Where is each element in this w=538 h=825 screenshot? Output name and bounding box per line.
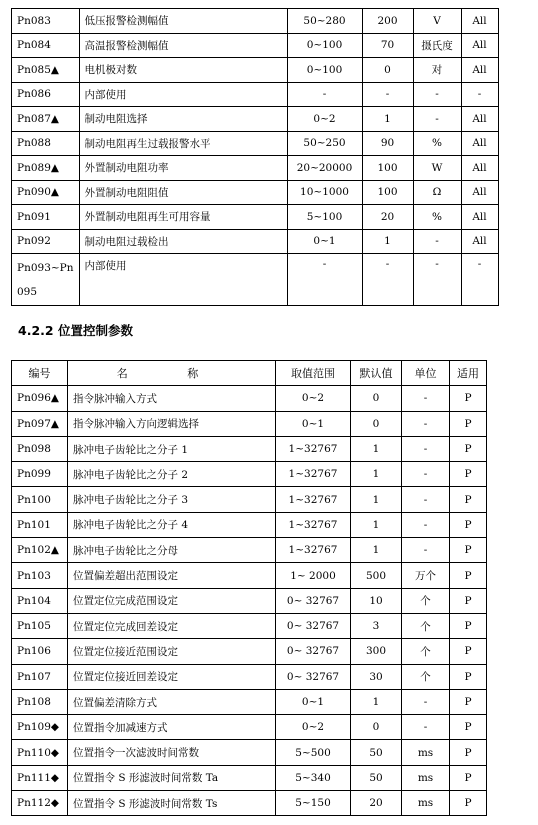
- table-row: [12, 205, 499, 230]
- param-unit: -: [402, 512, 450, 537]
- param-range: 0~1: [276, 411, 351, 436]
- param-unit: -: [413, 107, 461, 132]
- param-range: 0~100: [287, 33, 362, 58]
- param-apply: P: [450, 588, 487, 613]
- param-apply: All: [461, 180, 498, 205]
- param-apply: All: [461, 33, 498, 58]
- param-apply: P: [450, 791, 487, 816]
- table-row: [12, 58, 499, 83]
- param-code: Pn103: [12, 563, 68, 588]
- param-code: Pn093~Pn 095: [12, 254, 80, 306]
- param-unit: %: [413, 205, 461, 230]
- param-range: 0~2: [287, 107, 362, 132]
- param-apply: P: [450, 689, 487, 714]
- param-default: 0: [362, 58, 413, 83]
- param-apply: All: [461, 9, 498, 34]
- table-row: [12, 33, 499, 58]
- param-apply: P: [450, 512, 487, 537]
- param-range: 5~100: [287, 205, 362, 230]
- table-row: [12, 107, 499, 132]
- param-name: 位置指令 S 形滤波时间常数 Ts: [68, 791, 276, 816]
- param-default: 0: [351, 411, 402, 436]
- param-default: 300: [351, 639, 402, 664]
- param-range: 0~1: [276, 689, 351, 714]
- param-range: 50~250: [287, 131, 362, 156]
- param-name: 脉冲电子齿轮比之分子 3: [68, 487, 276, 512]
- param-default: 500: [351, 563, 402, 588]
- param-apply: P: [450, 436, 487, 461]
- param-code: Pn090▲: [12, 180, 80, 205]
- param-unit: -: [402, 487, 450, 512]
- param-name: 位置偏差超出范围设定: [68, 563, 276, 588]
- param-range: 1~32767: [276, 436, 351, 461]
- param-code: Pn091: [12, 205, 80, 230]
- param-name: 脉冲电子齿轮比之分子 1: [68, 436, 276, 461]
- param-name: 位置定位接近回差设定: [68, 664, 276, 689]
- param-default: 100: [362, 180, 413, 205]
- param-unit: V: [413, 9, 461, 34]
- param-apply: P: [450, 664, 487, 689]
- param-apply: P: [450, 740, 487, 765]
- table-row: [12, 386, 487, 411]
- table-row: [12, 563, 487, 588]
- param-default: 50: [351, 740, 402, 765]
- param-range: 0~ 32767: [276, 588, 351, 613]
- param-name: 内部使用: [79, 82, 287, 107]
- param-name: 外置制动电阻再生可用容量: [79, 205, 287, 230]
- param-default: 1: [351, 462, 402, 487]
- param-unit: -: [402, 386, 450, 411]
- param-name: 制动电阻过载检出: [79, 229, 287, 254]
- param-code: Pn099: [12, 462, 68, 487]
- param-unit: ms: [402, 791, 450, 816]
- param-code: Pn112◆: [12, 791, 68, 816]
- param-range: 0~2: [276, 386, 351, 411]
- param-apply: P: [450, 765, 487, 790]
- param-name: 低压报警检测幅值: [79, 9, 287, 34]
- header-range: 取值范围: [276, 361, 351, 386]
- param-apply: All: [461, 229, 498, 254]
- param-unit: -: [402, 689, 450, 714]
- param-default: 30: [351, 664, 402, 689]
- header-unit: 单位: [402, 361, 450, 386]
- param-apply: P: [450, 386, 487, 411]
- param-code: Pn110◆: [12, 740, 68, 765]
- param-apply: -: [461, 254, 498, 306]
- param-default: 0: [351, 715, 402, 740]
- param-unit: ms: [402, 740, 450, 765]
- param-range: 1~32767: [276, 487, 351, 512]
- param-name: 位置指令加减速方式: [68, 715, 276, 740]
- param-name: 内部使用: [79, 254, 287, 306]
- param-unit: 对: [413, 58, 461, 83]
- param-default: 1: [362, 107, 413, 132]
- table-row: [12, 254, 499, 306]
- param-code: Pn085▲: [12, 58, 80, 83]
- table-row: [12, 229, 499, 254]
- parameter-table-continued: [11, 8, 499, 306]
- table-row: [12, 82, 499, 107]
- param-name: 位置定位完成回差设定: [68, 613, 276, 638]
- param-unit: ms: [402, 765, 450, 790]
- param-apply: All: [461, 58, 498, 83]
- param-code: Pn101: [12, 512, 68, 537]
- param-range: 5~500: [276, 740, 351, 765]
- param-code: Pn092: [12, 229, 80, 254]
- table-row: [12, 512, 487, 537]
- header-apply: 适用: [450, 361, 487, 386]
- param-unit: -: [402, 462, 450, 487]
- param-unit: -: [413, 229, 461, 254]
- param-range: 0~ 32767: [276, 664, 351, 689]
- param-default: 1: [351, 689, 402, 714]
- param-apply: P: [450, 639, 487, 664]
- param-default: -: [362, 82, 413, 107]
- param-range: 1~32767: [276, 462, 351, 487]
- param-range: 0~100: [287, 58, 362, 83]
- param-apply: P: [450, 538, 487, 563]
- param-range: 10~1000: [287, 180, 362, 205]
- param-name: 脉冲电子齿轮比之分子 4: [68, 512, 276, 537]
- param-code: Pn107: [12, 664, 68, 689]
- param-unit: 摄氏度: [413, 33, 461, 58]
- param-range: 5~150: [276, 791, 351, 816]
- param-unit: -: [413, 82, 461, 107]
- param-name: 位置偏差清除方式: [68, 689, 276, 714]
- section-heading: 4.2.2 位置控制参数: [18, 323, 133, 338]
- param-unit: -: [402, 436, 450, 461]
- param-default: 100: [362, 156, 413, 181]
- table-row: [12, 639, 487, 664]
- param-name: 指令脉冲输入方式: [68, 386, 276, 411]
- param-unit: -: [413, 254, 461, 306]
- table-row: [12, 131, 499, 156]
- table-row: [12, 791, 487, 816]
- param-code: Pn104: [12, 588, 68, 613]
- param-default: 200: [362, 9, 413, 34]
- param-default: 20: [351, 791, 402, 816]
- param-unit: Ω: [413, 180, 461, 205]
- param-range: 5~340: [276, 765, 351, 790]
- table-row: [12, 588, 487, 613]
- param-code: Pn097▲: [12, 411, 68, 436]
- param-default: 70: [362, 33, 413, 58]
- param-range: 1~ 2000: [276, 563, 351, 588]
- table-row: [12, 664, 487, 689]
- param-name: 脉冲电子齿轮比之分母: [68, 538, 276, 563]
- table-row: [12, 487, 487, 512]
- table-row: [12, 765, 487, 790]
- param-name: 位置定位完成范围设定: [68, 588, 276, 613]
- header-code: 编号: [12, 361, 68, 386]
- param-name: 位置指令 S 形滤波时间常数 Ta: [68, 765, 276, 790]
- table-header-row: [12, 361, 487, 386]
- param-unit: 个: [402, 613, 450, 638]
- header-name: [68, 361, 276, 386]
- param-range: 20~20000: [287, 156, 362, 181]
- param-default: 20: [362, 205, 413, 230]
- param-apply: P: [450, 715, 487, 740]
- param-default: 1: [362, 229, 413, 254]
- param-code: Pn102▲: [12, 538, 68, 563]
- param-name: 制动电阻再生过载报警水平: [79, 131, 287, 156]
- param-name: 位置定位接近范围设定: [68, 639, 276, 664]
- param-unit: %: [413, 131, 461, 156]
- param-default: 0: [351, 386, 402, 411]
- param-unit: -: [402, 411, 450, 436]
- table-row: [12, 715, 487, 740]
- table-row: [12, 462, 487, 487]
- param-range: 1~32767: [276, 512, 351, 537]
- param-apply: All: [461, 156, 498, 181]
- param-code: Pn105: [12, 613, 68, 638]
- top-table-body: [12, 9, 499, 306]
- table-row: [12, 436, 487, 461]
- param-unit: -: [402, 538, 450, 563]
- param-unit: 万个: [402, 563, 450, 588]
- param-code: Pn084: [12, 33, 80, 58]
- param-range: -: [287, 82, 362, 107]
- header-default: 默认值: [351, 361, 402, 386]
- table-row: [12, 689, 487, 714]
- param-code: Pn083: [12, 9, 80, 34]
- param-unit: 个: [402, 588, 450, 613]
- position-control-parameter-table: [11, 360, 487, 816]
- table-row: [12, 156, 499, 181]
- param-default: 90: [362, 131, 413, 156]
- param-default: 1: [351, 538, 402, 563]
- param-default: 1: [351, 436, 402, 461]
- table-row: [12, 411, 487, 436]
- param-default: 3: [351, 613, 402, 638]
- param-code: Pn109◆: [12, 715, 68, 740]
- bottom-table-body: [12, 386, 487, 816]
- param-name: 制动电阻选择: [79, 107, 287, 132]
- param-unit: 个: [402, 664, 450, 689]
- param-apply: -: [461, 82, 498, 107]
- param-default: 1: [351, 487, 402, 512]
- table-row: [12, 9, 499, 34]
- param-name: 外置制动电阻功率: [79, 156, 287, 181]
- param-range: 50~280: [287, 9, 362, 34]
- param-apply: P: [450, 487, 487, 512]
- param-default: -: [362, 254, 413, 306]
- param-range: -: [287, 254, 362, 306]
- param-apply: All: [461, 205, 498, 230]
- param-range: 0~1: [287, 229, 362, 254]
- param-code: Pn106: [12, 639, 68, 664]
- param-default: 10: [351, 588, 402, 613]
- param-code: Pn089▲: [12, 156, 80, 181]
- param-apply: P: [450, 411, 487, 436]
- param-code: Pn086: [12, 82, 80, 107]
- param-code: Pn087▲: [12, 107, 80, 132]
- param-code: Pn100: [12, 487, 68, 512]
- param-apply: All: [461, 131, 498, 156]
- table-row: [12, 538, 487, 563]
- param-code: Pn108: [12, 689, 68, 714]
- param-unit: -: [402, 715, 450, 740]
- param-apply: All: [461, 107, 498, 132]
- param-code: Pn096▲: [12, 386, 68, 411]
- param-default: 50: [351, 765, 402, 790]
- param-apply: P: [450, 462, 487, 487]
- param-name: 外置制动电阻阻值: [79, 180, 287, 205]
- table-row: [12, 613, 487, 638]
- param-range: 0~2: [276, 715, 351, 740]
- param-name: 高温报警检测幅值: [79, 33, 287, 58]
- param-name: 电机极对数: [79, 58, 287, 83]
- table-row: [12, 740, 487, 765]
- param-unit: W: [413, 156, 461, 181]
- param-name: 脉冲电子齿轮比之分子 2: [68, 462, 276, 487]
- param-apply: P: [450, 613, 487, 638]
- table-row: [12, 180, 499, 205]
- param-code: Pn111◆: [12, 765, 68, 790]
- header-name-text: 名 称: [116, 367, 227, 381]
- param-apply: P: [450, 563, 487, 588]
- param-range: 1~32767: [276, 538, 351, 563]
- param-unit: 个: [402, 639, 450, 664]
- param-name: 指令脉冲输入方向逻辑选择: [68, 411, 276, 436]
- param-range: 0~ 32767: [276, 639, 351, 664]
- param-default: 1: [351, 512, 402, 537]
- param-code: Pn088: [12, 131, 80, 156]
- param-range: 0~ 32767: [276, 613, 351, 638]
- param-code: Pn098: [12, 436, 68, 461]
- param-name: 位置指令一次滤波时间常数: [68, 740, 276, 765]
